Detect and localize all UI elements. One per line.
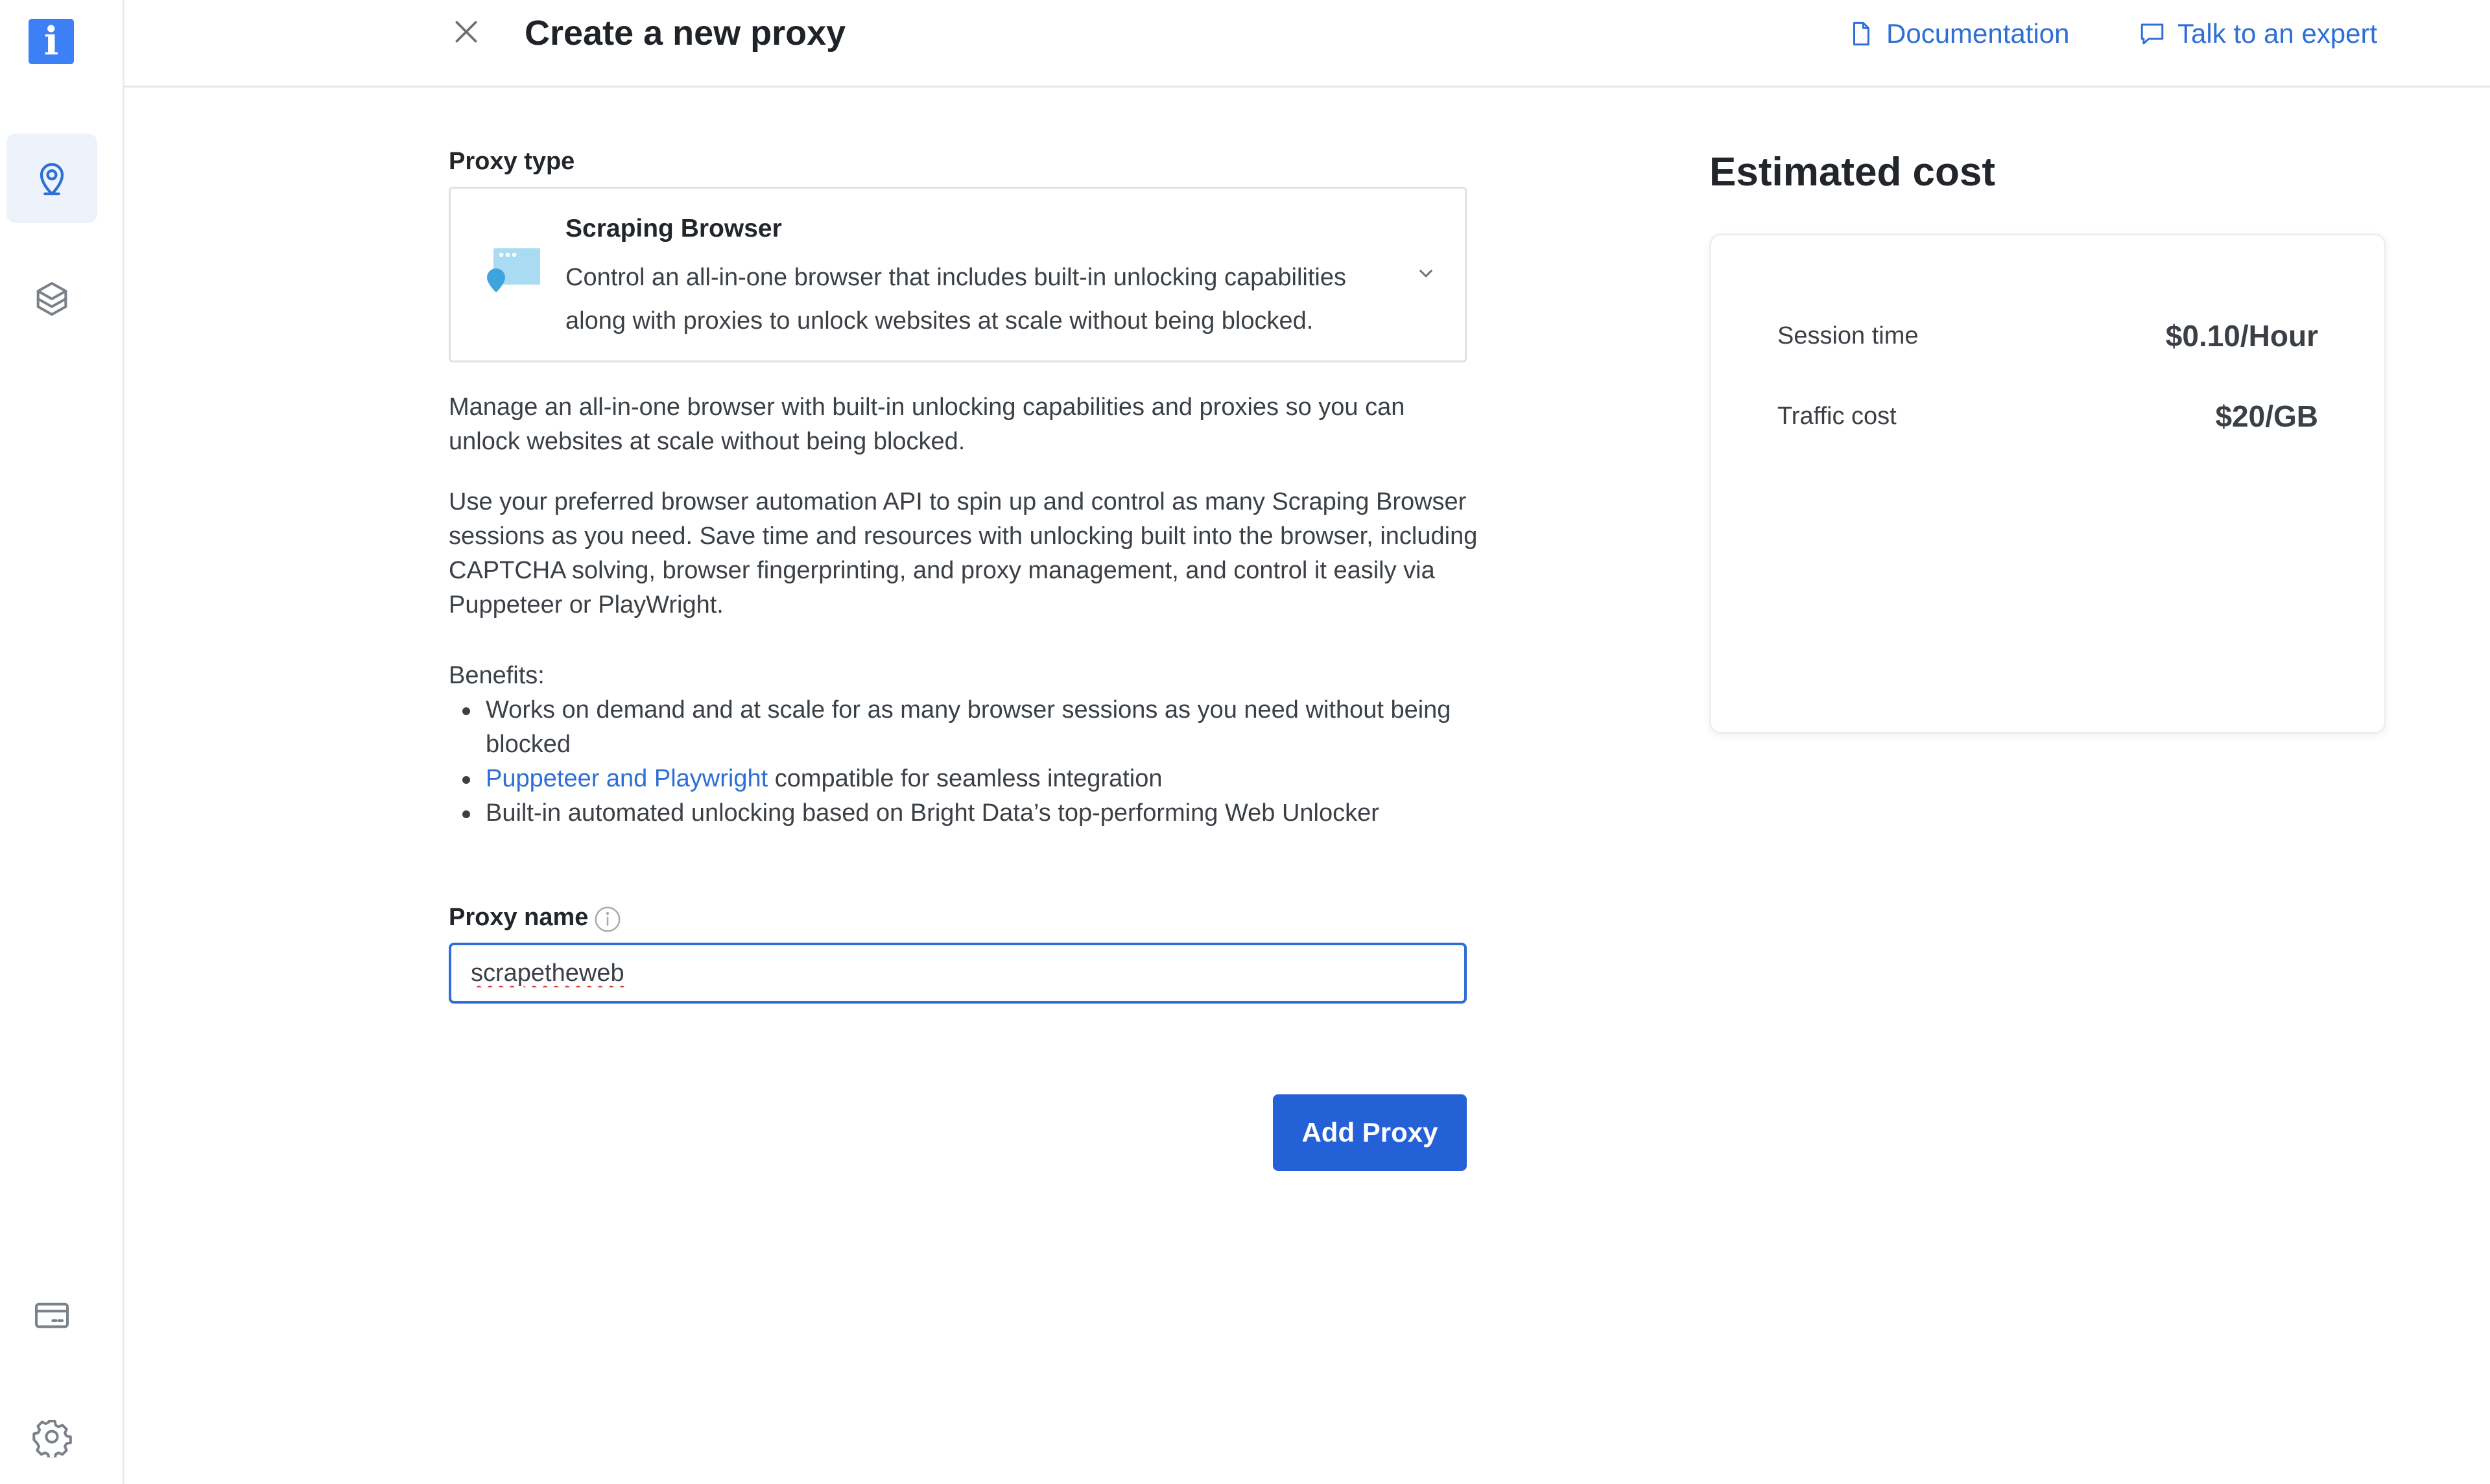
list-item: Works on demand and at scale for as many browser sessions as you need without being blocked: [449, 693, 1480, 762]
details-text: Use your preferred browser automation API to spin up and control as many Scraping Browser sessions as you need. Save time and resources with unlocking built into the browser, including CAPTCHA solving, browser fingerprinting, and proxy management, and control it easily via Puppeteer or PlayWright.: [449, 488, 1478, 618]
location-pin-icon: [31, 158, 73, 199]
documentation-label: Documentation: [1886, 18, 2070, 49]
proxy-type-label: Proxy type: [449, 148, 575, 175]
page-header: [124, 0, 2490, 88]
puppeteer-playwright-link[interactable]: Puppeteer and Playwright: [486, 765, 768, 792]
proxy-name-label: Proxy name: [449, 904, 589, 931]
add-proxy-button[interactable]: Add Proxy: [1273, 1094, 1467, 1171]
sidebar-item-proxies[interactable]: [6, 134, 97, 223]
list-item: Built-in automated unlocking based on Bright Data’s top-performing Web Unlocker: [449, 796, 1480, 830]
benefits-heading: Benefits:: [449, 662, 545, 689]
sidebar-item-layers[interactable]: [6, 254, 97, 344]
document-icon: [1847, 20, 1875, 47]
close-button[interactable]: [447, 13, 485, 51]
app-logo[interactable]: i: [29, 19, 74, 64]
cost-value: $0.10/Hour: [2165, 319, 2318, 353]
intro-text: Manage an all-in-one browser with built-in unlocking capabilities and proxies so you can unlock websites at scale without being blocked.: [449, 394, 1405, 455]
proxy-type-name: Scraping Browser: [565, 215, 782, 242]
list-item: [449, 762, 1480, 796]
proxy-type-select[interactable]: [449, 187, 1467, 362]
page-title: Create a new proxy: [525, 14, 846, 53]
close-icon: [450, 16, 482, 48]
chat-bubble-icon: [2139, 20, 2166, 47]
sidebar-item-billing[interactable]: [6, 1271, 97, 1360]
settings-gear-icon: [31, 1416, 73, 1457]
estimated-cost-card: [1709, 233, 2386, 734]
cost-label: Traffic cost: [1777, 402, 1897, 430]
benefits-section: [449, 659, 1480, 830]
cost-value: $20/GB: [2215, 399, 2318, 433]
proxy-type-description: Control an all-in-one browser that includes built-in unlocking capabilities along with proxies to unlock websites at scale without being blocked.: [565, 264, 1346, 335]
cost-row-session-time: [1777, 318, 2318, 353]
info-icon[interactable]: [593, 904, 622, 934]
benefit-text: compatible for seamless integration: [768, 765, 1163, 792]
chevron-down-icon: [1413, 260, 1439, 286]
cost-row-traffic: [1777, 399, 2318, 434]
cost-label: Session time: [1777, 322, 1919, 349]
sidebar-item-settings[interactable]: [6, 1392, 97, 1481]
talk-to-expert-link[interactable]: [2139, 14, 2377, 53]
benefits-list: [449, 693, 1480, 830]
sidebar: [0, 0, 124, 1484]
layers-icon: [31, 278, 73, 320]
talk-to-expert-label: Talk to an expert: [2177, 18, 2378, 49]
scraping-browser-icon: [483, 243, 543, 295]
billing-card-icon: [31, 1295, 73, 1336]
documentation-link[interactable]: [1847, 14, 2070, 53]
estimated-cost-title: Estimated cost: [1709, 150, 1996, 194]
proxy-name-input[interactable]: [449, 943, 1467, 1004]
